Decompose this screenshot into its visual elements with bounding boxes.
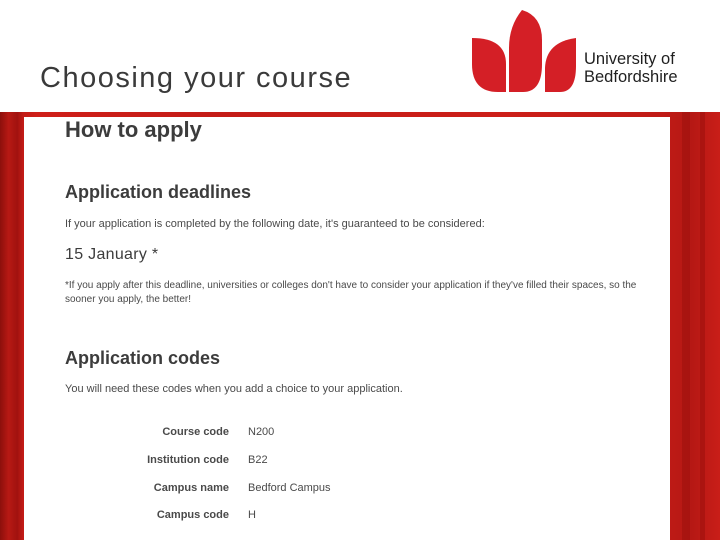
code-row-campus-name	[24, 482, 670, 498]
code-value: N200	[248, 426, 275, 438]
how-to-apply-heading: How to apply	[65, 117, 202, 142]
code-row-institution	[24, 454, 670, 470]
codes-heading: Application codes	[65, 348, 221, 368]
university-logo	[470, 6, 710, 98]
codes-intro: You will need these codes when you add a choice to your application.	[65, 383, 403, 395]
background-streak	[700, 112, 705, 540]
application-screenshot-panel	[24, 117, 670, 540]
code-value: Bedford Campus	[248, 482, 331, 494]
slide-header	[0, 0, 720, 112]
slide-title: Choosing your course	[40, 62, 353, 94]
code-row-campus-code	[24, 509, 670, 525]
deadline-note: *If you apply after this deadline, universities or colleges don't have to consider your application if they've filled their spaces, so the sooner you apply, the better!	[65, 280, 637, 305]
code-value: H	[248, 509, 256, 521]
code-label: Institution code	[147, 454, 229, 466]
background-streak	[682, 112, 690, 540]
logo-line-2: Bedfordshire	[584, 68, 678, 86]
deadlines-intro: If your application is completed by the following date, it's guaranteed to be considered:	[65, 218, 485, 230]
university-name	[584, 50, 678, 86]
code-row-course	[24, 426, 670, 442]
code-label: Campus name	[153, 482, 229, 494]
deadline-date: 15 January *	[65, 246, 159, 263]
logo-line-1: University of	[584, 50, 675, 68]
deadlines-heading: Application deadlines	[65, 182, 252, 202]
code-value: B22	[248, 454, 268, 466]
code-label: Course code	[162, 426, 229, 438]
university-tulip-logo-icon	[470, 6, 580, 96]
code-label: Campus code	[156, 509, 229, 521]
